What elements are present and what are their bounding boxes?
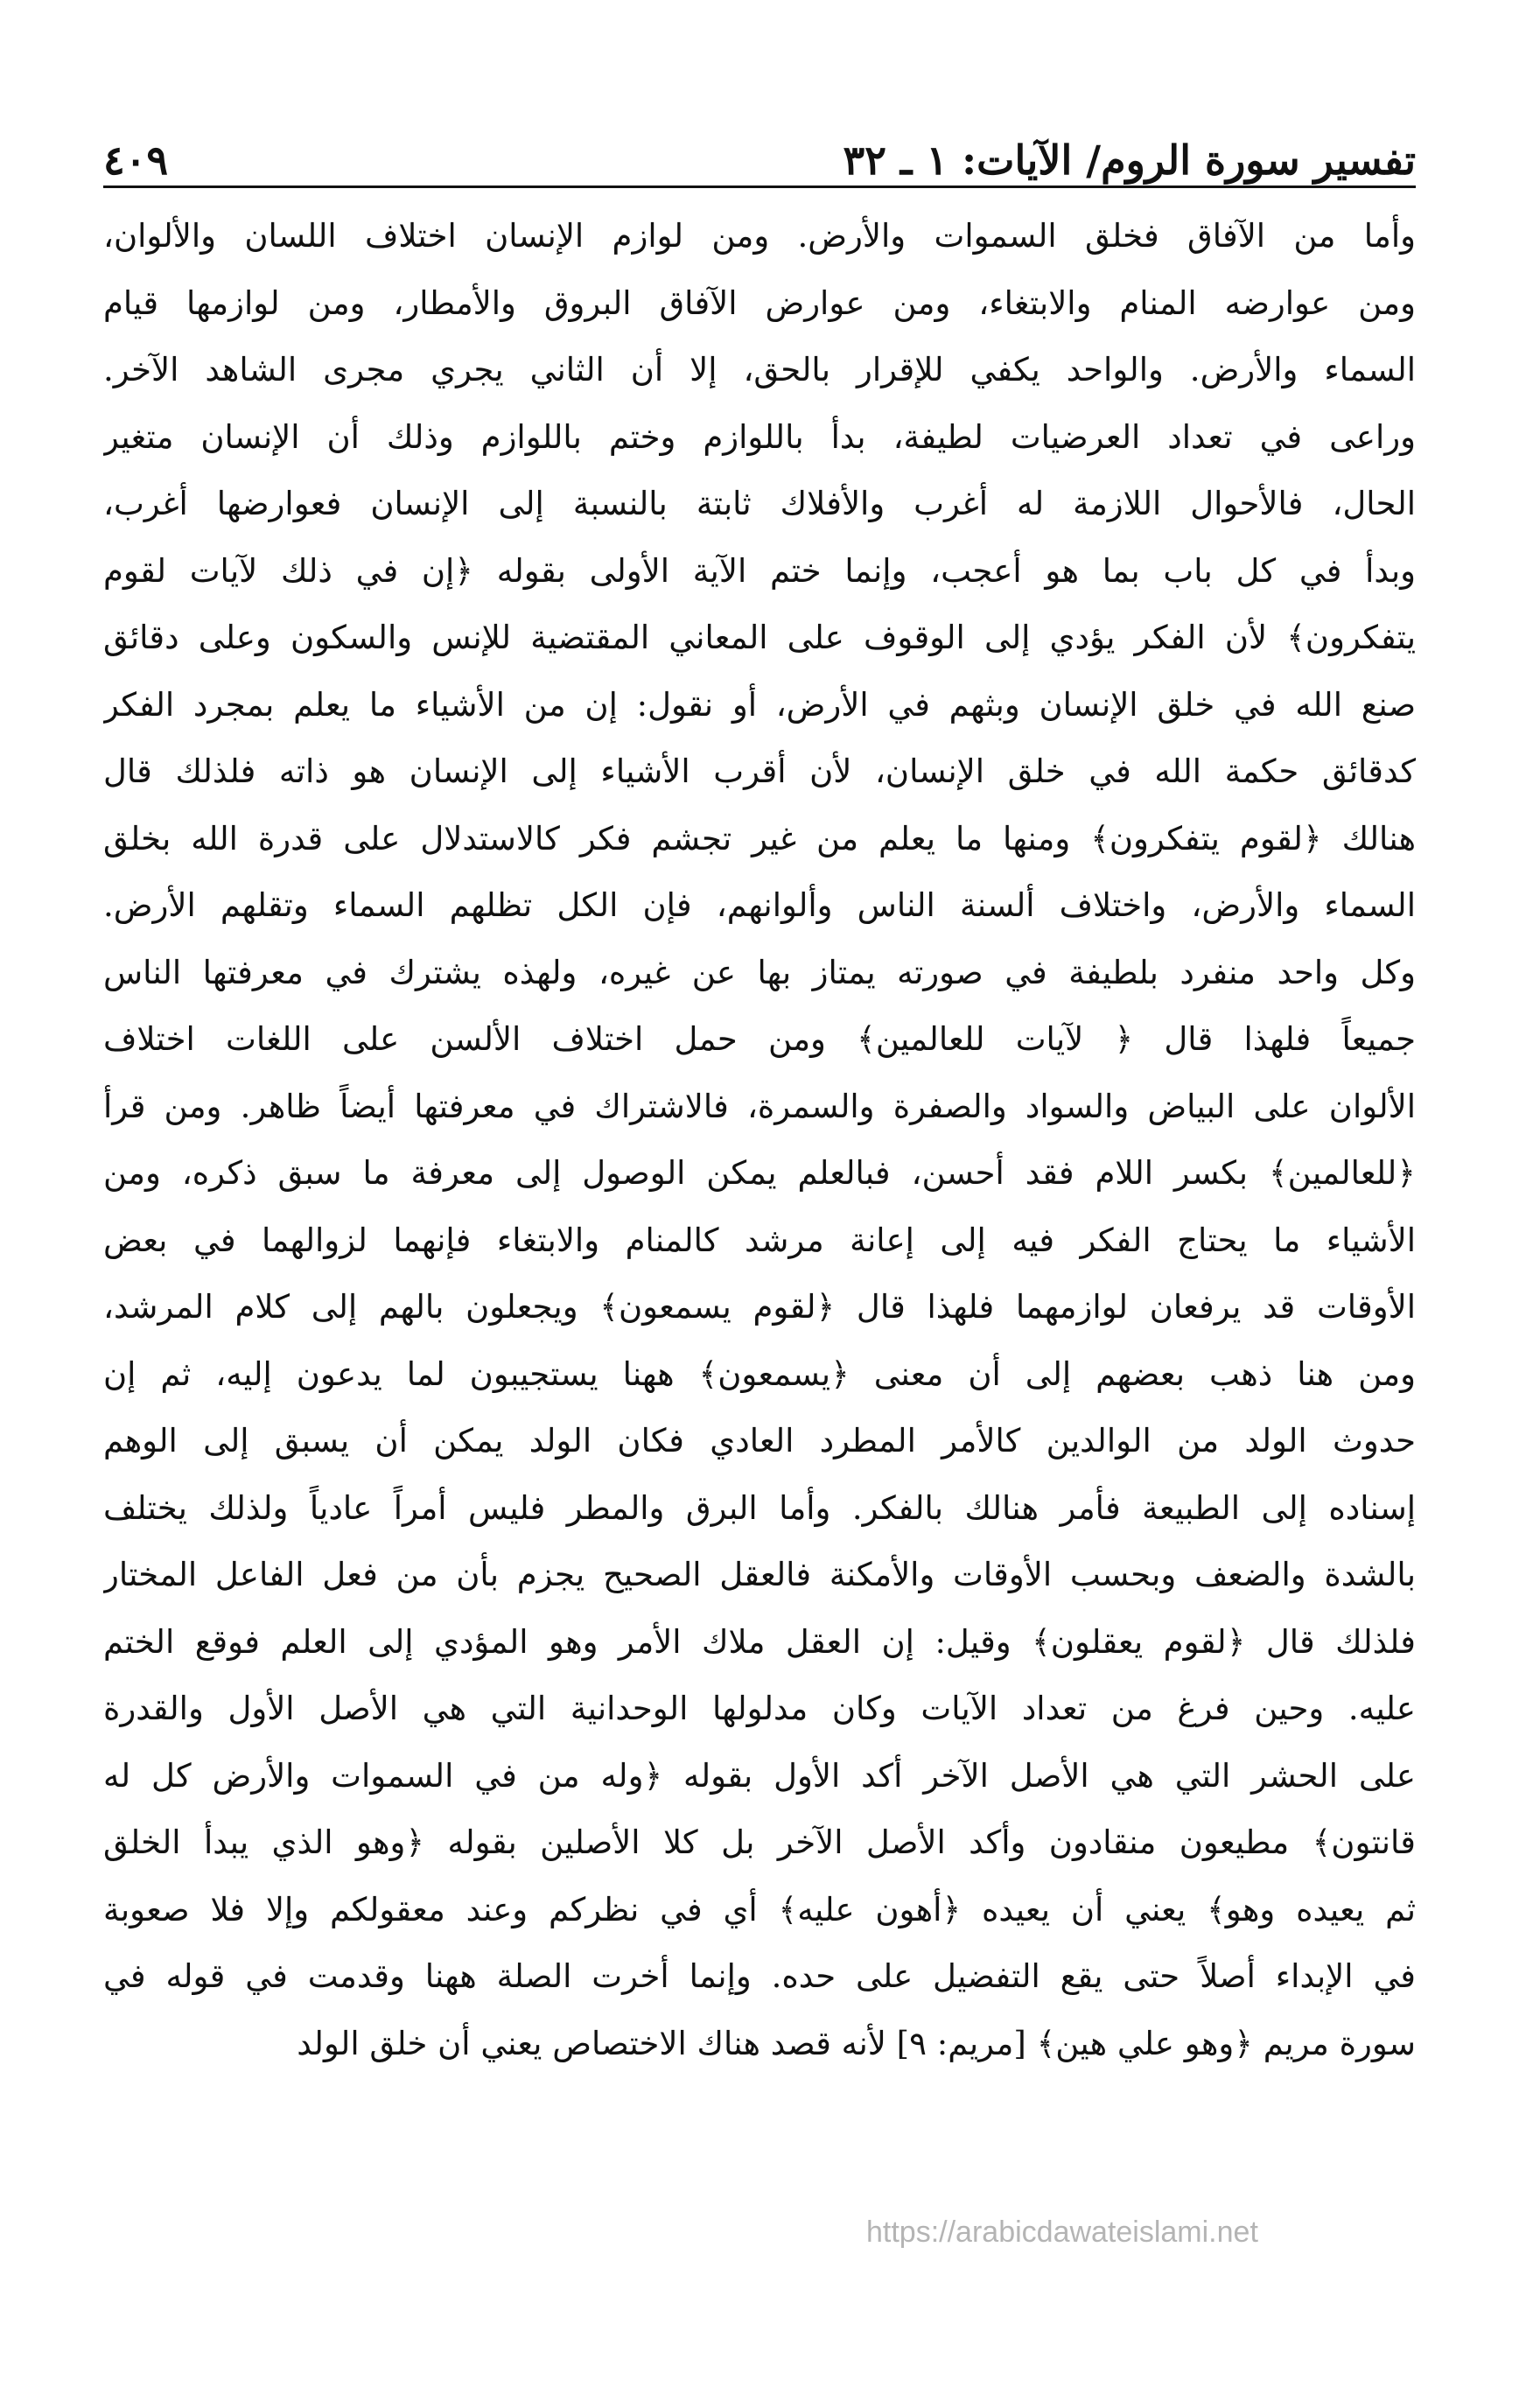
text-line: صنع الله في خلق الإنسان وبثهم في الأرض، أو نقول: إن من الأشياء ما يعلم بمجرد الفكر [103,685,1416,724]
text-line: قانتون﴾ مطيعون منقادون وأكد الأصل الآخر بل كلا الأصلين بقوله ﴿وهو الذي يبدأ الخلق [103,1824,1416,1861]
page-number: ٤٠٩ [103,136,169,184]
text-line: يتفكرون﴾ لأن الفكر يؤدي إلى الوقوف على المعاني المقتضية للإنس والسكون وعلى دقائق [103,619,1416,656]
text-line: السماء والأرض، واختلاف ألسنة الناس وألوانهم، فإن الكل تظلهم السماء وتقلهم الأرض. [103,886,1416,924]
text-line: كدقائق حكمة الله في خلق الإنسان، لأن أقرب الأشياء إلى الإنسان هو ذاته فلذلك قال [103,752,1416,790]
header-divider [103,186,1416,188]
header-title: تفسير سورة الروم/ الآيات: ١ ـ ٣٢ [843,136,1416,184]
text-line: ومن هنا ذهب بعضهم إلى أن معنى ﴿يسمعون﴾ ههنا يستجيبون لما يدعون إليه، ثم إن [103,1354,1416,1393]
watermark-url: https://arabicdawateislami.net [866,2216,1258,2249]
text-line: الأوقات قد يرفعان لوازمهما فلهذا قال ﴿لقوم يسمعون﴾ ويجعلون بالهم إلى كلام المرشد، [103,1288,1416,1326]
text-line: ومن عوارضه المنام والابتغاء، ومن عوارض الآفاق البروق والأمطار، ومن لوازمها قيام [103,284,1416,322]
running-header [103,112,1416,184]
body-text [103,203,1416,2077]
text-line: الألوان على البياض والسواد والصفرة والسمرة، فالاشتراك في معرفتها أيضاً ظاهر. ومن قرأ [103,1087,1416,1125]
text-line: فلذلك قال ﴿لقوم يعقلون﴾ وقيل: إن العقل ملاك الأمر وهو المؤدي إلى العلم فوقع الختم [103,1622,1416,1661]
text-line: جميعاً فلهذا قال ﴿ لآيات للعالمين﴾ ومن حمل اختلاف الألسن على اللغات اختلاف [103,1020,1416,1058]
text-line: الحال، فالأحوال اللازمة له أغرب والأفلاك ثابتة بالنسبة إلى الإنسان فعوارضها أغرب، [103,485,1416,522]
text-line: على الحشر التي هي الأصل الآخر أكد الأول بقوله ﴿وله من في السموات والأرض كل له [103,1756,1416,1795]
text-line: هنالك ﴿لقوم يتفكرون﴾ ومنها ما يعلم من غير تجشم فكر كالاستدلال على قدرة الله بخلق [103,819,1416,858]
text-line: وراعى في تعداد العرضيات لطيفة، بدأ باللوازم وختم باللوازم وذلك أن الإنسان متغير [103,417,1416,456]
text-line: ﴿للعالمين﴾ بكسر اللام فقد أحسن، فبالعلم يمكن الوصول إلى معرفة ما سبق ذكره، ومن [103,1154,1416,1192]
text-line: في الإبداء أصلاً حتى يقع التفضيل على حده. وإنما أخرت الصلة ههنا وقدمت في قوله في [103,1957,1416,1995]
text-line: السماء والأرض. والواحد يكفي للإقرار بالحق، إلا أن الثاني يجري مجرى الشاهد الآخر. [103,351,1416,388]
text-line: الأشياء ما يحتاج الفكر فيه إلى إعانة مرشد كالمنام والابتغاء فإنهما لزوالهما في بعض [103,1221,1416,1259]
text-line: عليه. وحين فرغ من تعداد الآيات وكان مدلولها الوحدانية التي هي الأصل الأول والقدرة [103,1690,1416,1727]
text-line: سورة مريم ﴿وهو علي هين﴾ [مريم: ٩] لأنه قصد هناك الاختصاص يعني أن خلق الولد [297,2024,1416,2062]
text-line: إسناده إلى الطبيعة فأمر هنالك بالفكر. وأما البرق والمطر فليس أمراً عادياً ولذلك يختلف [103,1488,1416,1527]
text-line: وبدأ في كل باب بما هو أعجب، وإنما ختم الآية الأولى بقوله ﴿إن في ذلك لآيات لقوم [103,551,1416,590]
text-line: ثم يعيده وهو﴾ يعني أن يعيده ﴿أهون عليه﴾ أي في نظركم وعند معقولكم وإلا فلا صعوبة [103,1890,1416,1928]
text-line: بالشدة والضعف وبحسب الأوقات والأمكنة فالعقل الصحيح يجزم بأن من فعل الفاعل المختار [103,1556,1416,1593]
text-line: وكل واحد منفرد بلطيفة في صورته يمتاز بها عن غيره، ولهذه يشترك في معرفتها الناس [103,953,1416,991]
text-line: وأما من الآفاق فخلق السموات والأرض. ومن لوازم الإنسان اختلاف اللسان والألوان، [103,217,1416,255]
text-line: حدوث الولد من الوالدين كالأمر المطرد العادي فكان الولد يمكن أن يسبق إلى الوهم [103,1422,1416,1460]
